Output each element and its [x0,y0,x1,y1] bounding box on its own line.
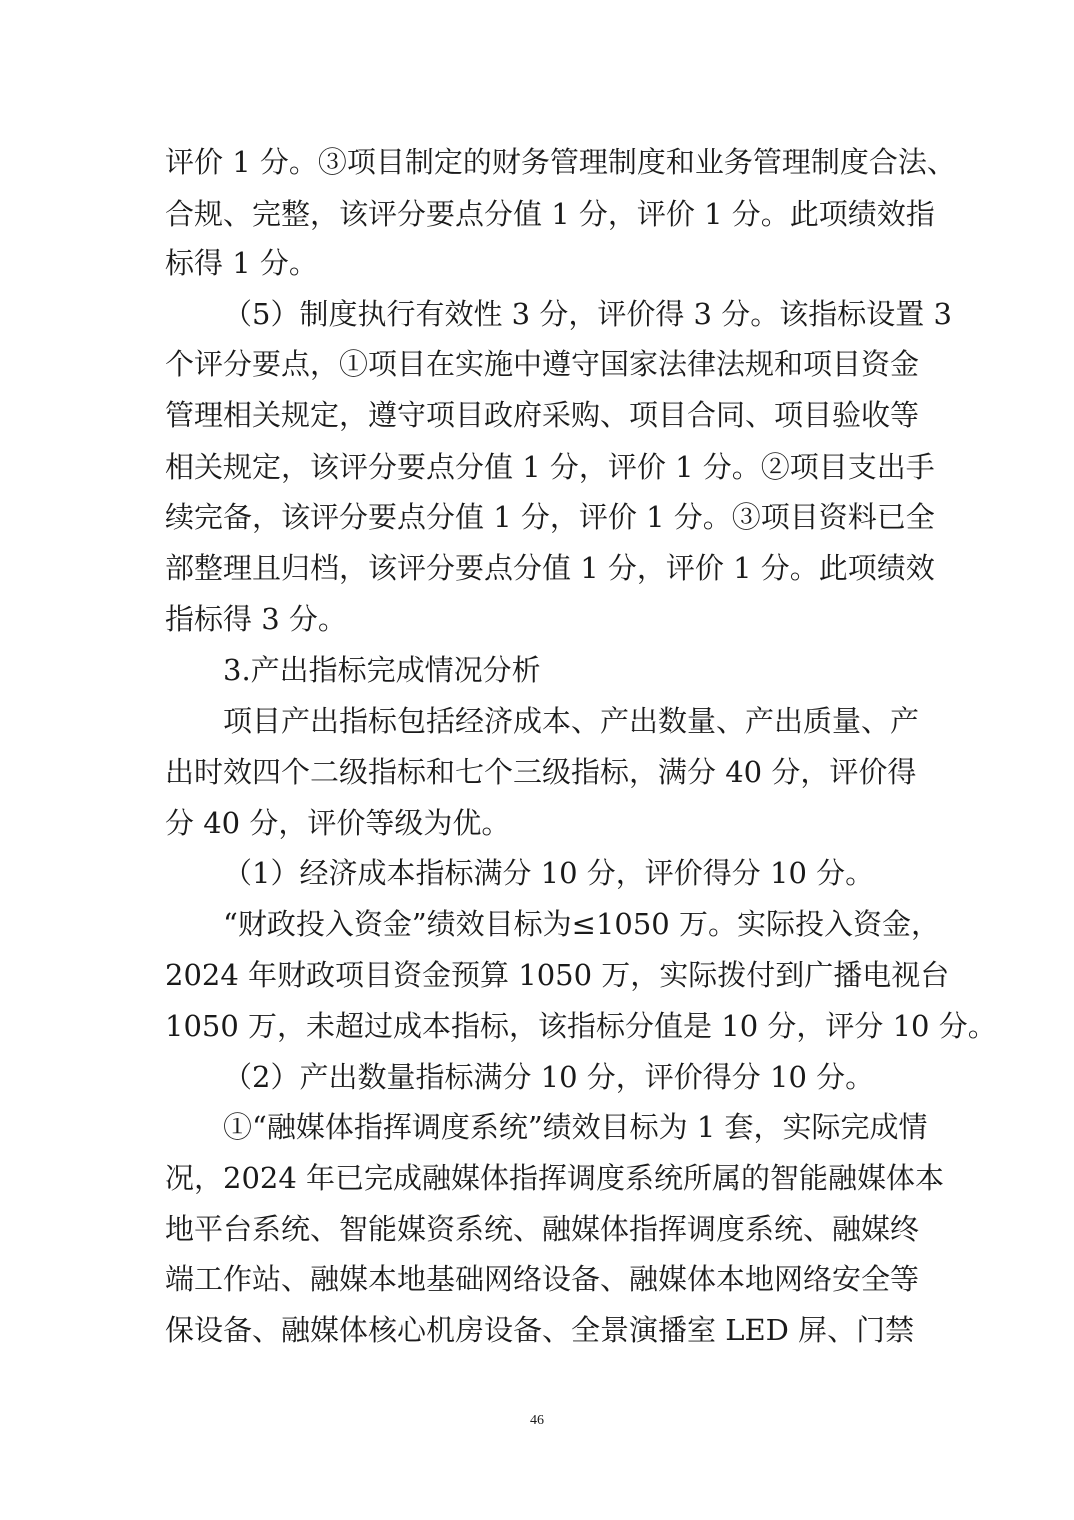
text-line: 合规、完整，该评分要点分值 1 分，评价 1 分。此项绩效指 [165,197,935,231]
text-line: （2）产出数量指标满分 10 分，评价得分 10 分。 [223,1060,875,1094]
text-line: 出时效四个二级指标和七个三级指标，满分 40 分，评价得 [165,755,917,789]
text-line: 分 40 分，评价等级为优。 [165,806,511,840]
text-line: （5）制度执行有效性 3 分，评价得 3 分。该指标设置 3 [223,297,952,331]
text-line: 地平台系统、智能媒资系统、融媒体指挥调度系统、融媒终 [165,1212,920,1246]
text-line: 标得 1 分。 [165,246,318,280]
text-line: 指标得 3 分。 [165,602,347,636]
text-line: 续完备，该评分要点分值 1 分，评价 1 分。③项目资料已全 [165,500,935,534]
text-line: 评价 1 分。③项目制定的财务管理制度和业务管理制度合法、 [165,145,956,179]
page-number: 46 [530,1413,544,1428]
text-line: 管理相关规定，遵守项目政府采购、项目合同、项目验收等 [165,398,920,432]
text-line: 端工作站、融媒本地基础网络设备、融媒体本地网络安全等 [165,1262,920,1296]
text-line: 况，2024 年已完成融媒体指挥调度系统所属的智能融媒体本 [165,1161,945,1195]
text-line: （1）经济成本指标满分 10 分，评价得分 10 分。 [223,856,875,890]
text-line: 个评分要点，①项目在实施中遵守国家法律法规和项目资金 [165,347,920,381]
text-line: ①“融媒体指挥调度系统”绩效目标为 1 套，实际完成情 [223,1110,928,1144]
text-line: 相关规定，该评分要点分值 1 分，评价 1 分。②项目支出手 [165,450,935,484]
text-line: 2024 年财政项目资金预算 1050 万，实际拨付到广播电视台 [165,958,950,992]
text-line: 1050 万，未超过成本指标，该指标分值是 10 分，评分 10 分。 [165,1009,997,1043]
text-line: “财政投入资金”绩效目标为≤1050 万。实际投入资金， [223,907,940,941]
text-line: 项目产出指标包括经济成本、产出数量、产出质量、产 [223,704,920,738]
text-line: 部整理且归档，该评分要点分值 1 分，评价 1 分。此项绩效 [165,551,935,585]
section-heading: 3.产出指标完成情况分析 [223,653,541,687]
text-line: 保设备、融媒体核心机房设备、全景演播室 LED 屏、门禁 [165,1313,915,1347]
